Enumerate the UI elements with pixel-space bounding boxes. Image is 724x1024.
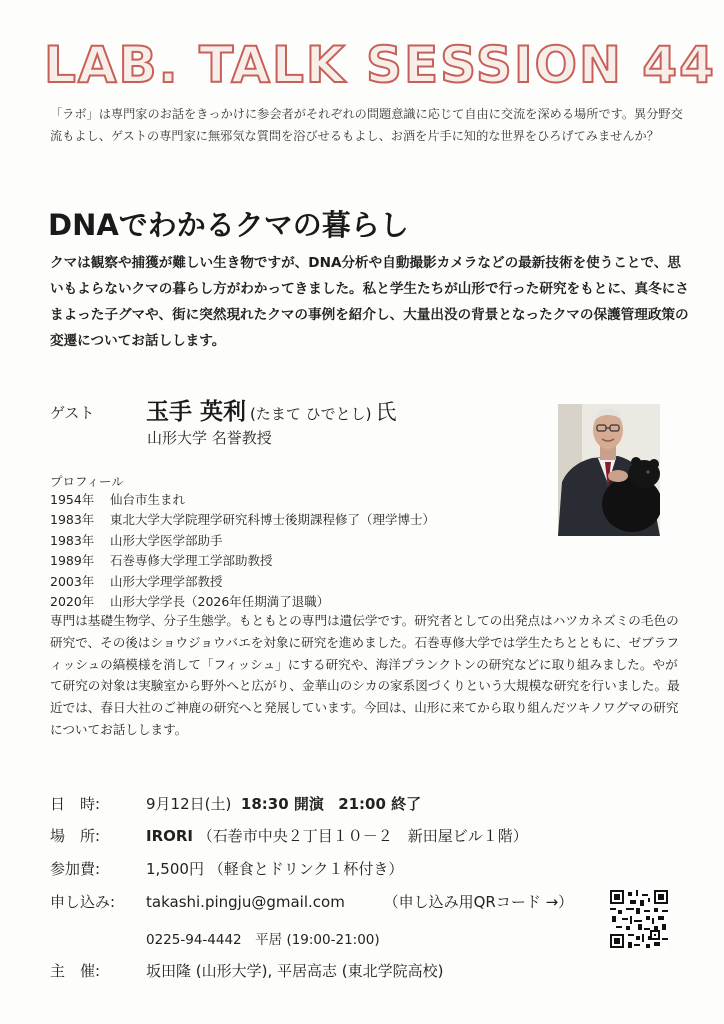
profile-text: 東北大学大学院理学研究科博士後期課程修了（理学博士） bbox=[110, 512, 436, 528]
profile-item bbox=[50, 490, 435, 510]
profile-year: 1954年 bbox=[50, 492, 95, 507]
guest-label: ゲスト bbox=[50, 404, 95, 422]
event-date: 9月12日(土) bbox=[146, 795, 232, 813]
fee-label: 参加費: bbox=[50, 860, 101, 878]
apply-label: 申し込み: bbox=[50, 893, 116, 911]
qr-note: （申し込み用QRコード →） bbox=[383, 893, 574, 911]
start-time: 18:30 開演 bbox=[240, 795, 324, 813]
contact-phone: 0225-94-4442 平居 bbox=[146, 932, 283, 948]
guest-name-block bbox=[146, 393, 397, 426]
profile-year: 1989年 bbox=[50, 553, 95, 569]
talk-title: DNAでわかるクマの暮らし bbox=[48, 208, 409, 242]
profile-text: 石巻専修大学理工学部助教授 bbox=[110, 553, 273, 569]
venue-name: IRORI bbox=[146, 827, 194, 845]
guest-name-reading: (たまて ひでとし) bbox=[250, 405, 372, 423]
guest-name: 玉手 英利 bbox=[146, 399, 247, 425]
profile-text: 仙台市生まれ bbox=[110, 492, 186, 507]
host-label: 主 催: bbox=[50, 962, 101, 980]
profile-heading: プロフィール bbox=[50, 474, 124, 489]
profile-item bbox=[50, 510, 435, 530]
end-time: 21:00 終了 bbox=[338, 795, 422, 813]
date-row bbox=[146, 793, 421, 814]
profile-text: 山形大学学長（2026年任期満了退職） bbox=[110, 594, 330, 610]
profile-list bbox=[50, 490, 435, 612]
fee-row bbox=[146, 858, 403, 879]
intro-text: 「ラボ」は専門家のお話をきっかけに参会者がそれぞれの問題意識に応じて自由に交流を深める場所です。異分野交流もよし、ゲストの専門家に無邪気な質問を浴びせるもよし、お酒を片手に知的な世界をひろげてみませんか？ bbox=[50, 107, 683, 143]
fee-amount: 1,500円 bbox=[146, 860, 204, 878]
profile-item bbox=[50, 572, 435, 592]
place-label: 場 所: bbox=[50, 827, 101, 845]
profile-item bbox=[50, 531, 435, 551]
event-title: LAB. TALK SESSION 44 bbox=[44, 36, 716, 94]
profile-year: 2020年 bbox=[50, 594, 95, 610]
guest-title: 山形大学 名誉教授 bbox=[147, 429, 272, 447]
profile-year: 2003年 bbox=[50, 573, 95, 589]
qr-code[interactable] bbox=[610, 890, 668, 948]
phone-hours: (19:00-21:00) bbox=[286, 932, 380, 948]
guest-honorific: 氏 bbox=[375, 400, 397, 424]
place-row bbox=[146, 825, 528, 846]
guest-photo bbox=[558, 404, 660, 536]
profile-year: 1983年 bbox=[50, 532, 95, 548]
venue-address: （石巻市中央２丁目１０－２ 新田屋ビル１階） bbox=[197, 827, 528, 845]
guest-bio: 専門は基礎生物学、分子生態学。もともとの専門は遺伝学です。研究者としての出発点はハツカネズミの毛色の研究で、その後はショウジョウバエを対象に研究を進めました。石巻専修大学では学生たちとともに、ゼブラフィッシュの縞模様を消して「フィッシュ」にする研究や、海洋プランクトンの研究などに取り組みました。やがて研究の対象は実験室から野外へと広がり、金華山のシカの家系図づくりという大規模な研究を行いました。最近では、春日大社のご神鹿の研究へと発展しています。今回は、山形に来てから取り組んだツキノワグマの研究についてお話しします。 bbox=[50, 613, 680, 737]
profile-year: 1983年 bbox=[50, 512, 95, 528]
host-names: 坂田隆 (山形大学), 平居高志 (東北学院高校) bbox=[146, 962, 444, 980]
contact-email[interactable]: takashi.pingju@gmail.com bbox=[146, 893, 345, 911]
talk-abstract: クマは観察や捕獲が難しい生き物ですが、DNA分析や自動撮影カメラなどの最新技術を使うことで、思いもよらないクマの暮らし方がわかってきました。私と学生たちが山形で行った研究をもとに、真冬にさまよった子グマや、街に突然現れたクマの事例を紹介し、大量出没の背景となったクマの保護管理政策の変遷についてお話しします。 bbox=[50, 255, 689, 349]
apply-row bbox=[146, 891, 573, 912]
profile-text: 山形大学医学部助手 bbox=[110, 532, 223, 548]
fee-note: （軽食とドリンク１杯付き） bbox=[208, 860, 404, 878]
profile-text: 山形大学理学部教授 bbox=[110, 573, 223, 589]
profile-item bbox=[50, 551, 435, 571]
date-label: 日 時: bbox=[50, 795, 101, 813]
phone-row bbox=[146, 928, 380, 948]
